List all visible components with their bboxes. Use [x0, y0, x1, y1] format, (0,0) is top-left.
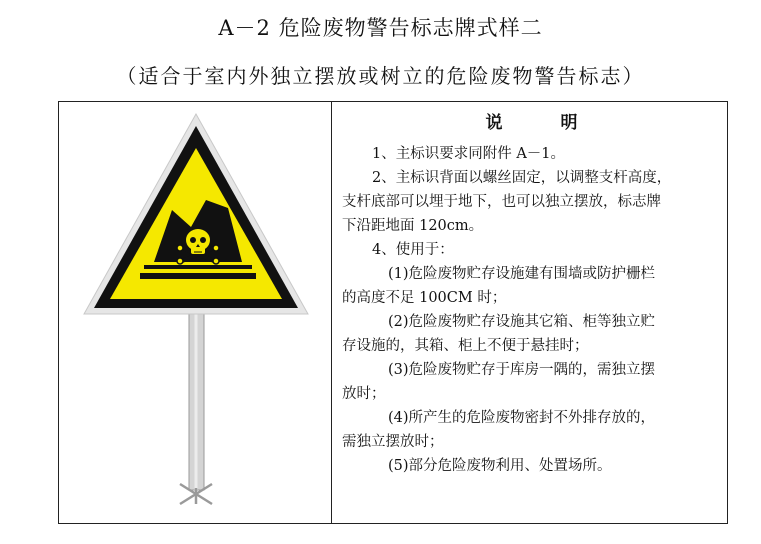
notes-line: (1)危险废物贮存设施建有围墙或防护栅栏: [388, 266, 656, 282]
notes-line: 存设施的，其箱、柜上不便于悬挂时；: [342, 338, 589, 354]
notes-line: 4、使用于：: [372, 242, 454, 258]
notes-line: 1、主标识要求同附件 A－1。: [372, 146, 566, 162]
notes-line: 放时；: [342, 386, 386, 402]
notes-line: 下沿距地面 120cm。: [342, 218, 484, 234]
notes-line: 2、主标识背面以螺丝固定，以调整支杆高度，: [372, 170, 672, 186]
page-subtitle: （适合于室内外独立摆放或树立的危险废物警告标志）: [116, 64, 645, 88]
notes-line: 的高度不足 100CM 时；: [342, 290, 507, 306]
table-divider: [331, 101, 332, 524]
ground-bar-bottom: [140, 273, 256, 279]
notes-line: 需独立摆放时；: [342, 434, 444, 450]
notes-line: (4)所产生的危险废物密封不外排存放的，: [388, 410, 656, 426]
ground-bar-top: [144, 265, 252, 269]
notes-line: (3)危险废物贮存于库房一隅的，需独立摆: [388, 362, 656, 378]
notes-line: (5)部分危险废物利用、处置场所。: [388, 458, 612, 474]
notes-list: [340, 142, 725, 478]
warning-sign-illustration: [76, 112, 316, 512]
notes-heading: 说 明: [485, 113, 604, 133]
notes-panel: [340, 108, 725, 478]
notes-line: 支杆底部可以埋于地下，也可以独立摆放，标志牌: [342, 194, 661, 210]
page-title: A－2 危险废物警告标志牌式样二: [218, 16, 543, 40]
notes-line: (2)危险废物贮存设施其它箱、柜等独立贮: [388, 314, 656, 330]
